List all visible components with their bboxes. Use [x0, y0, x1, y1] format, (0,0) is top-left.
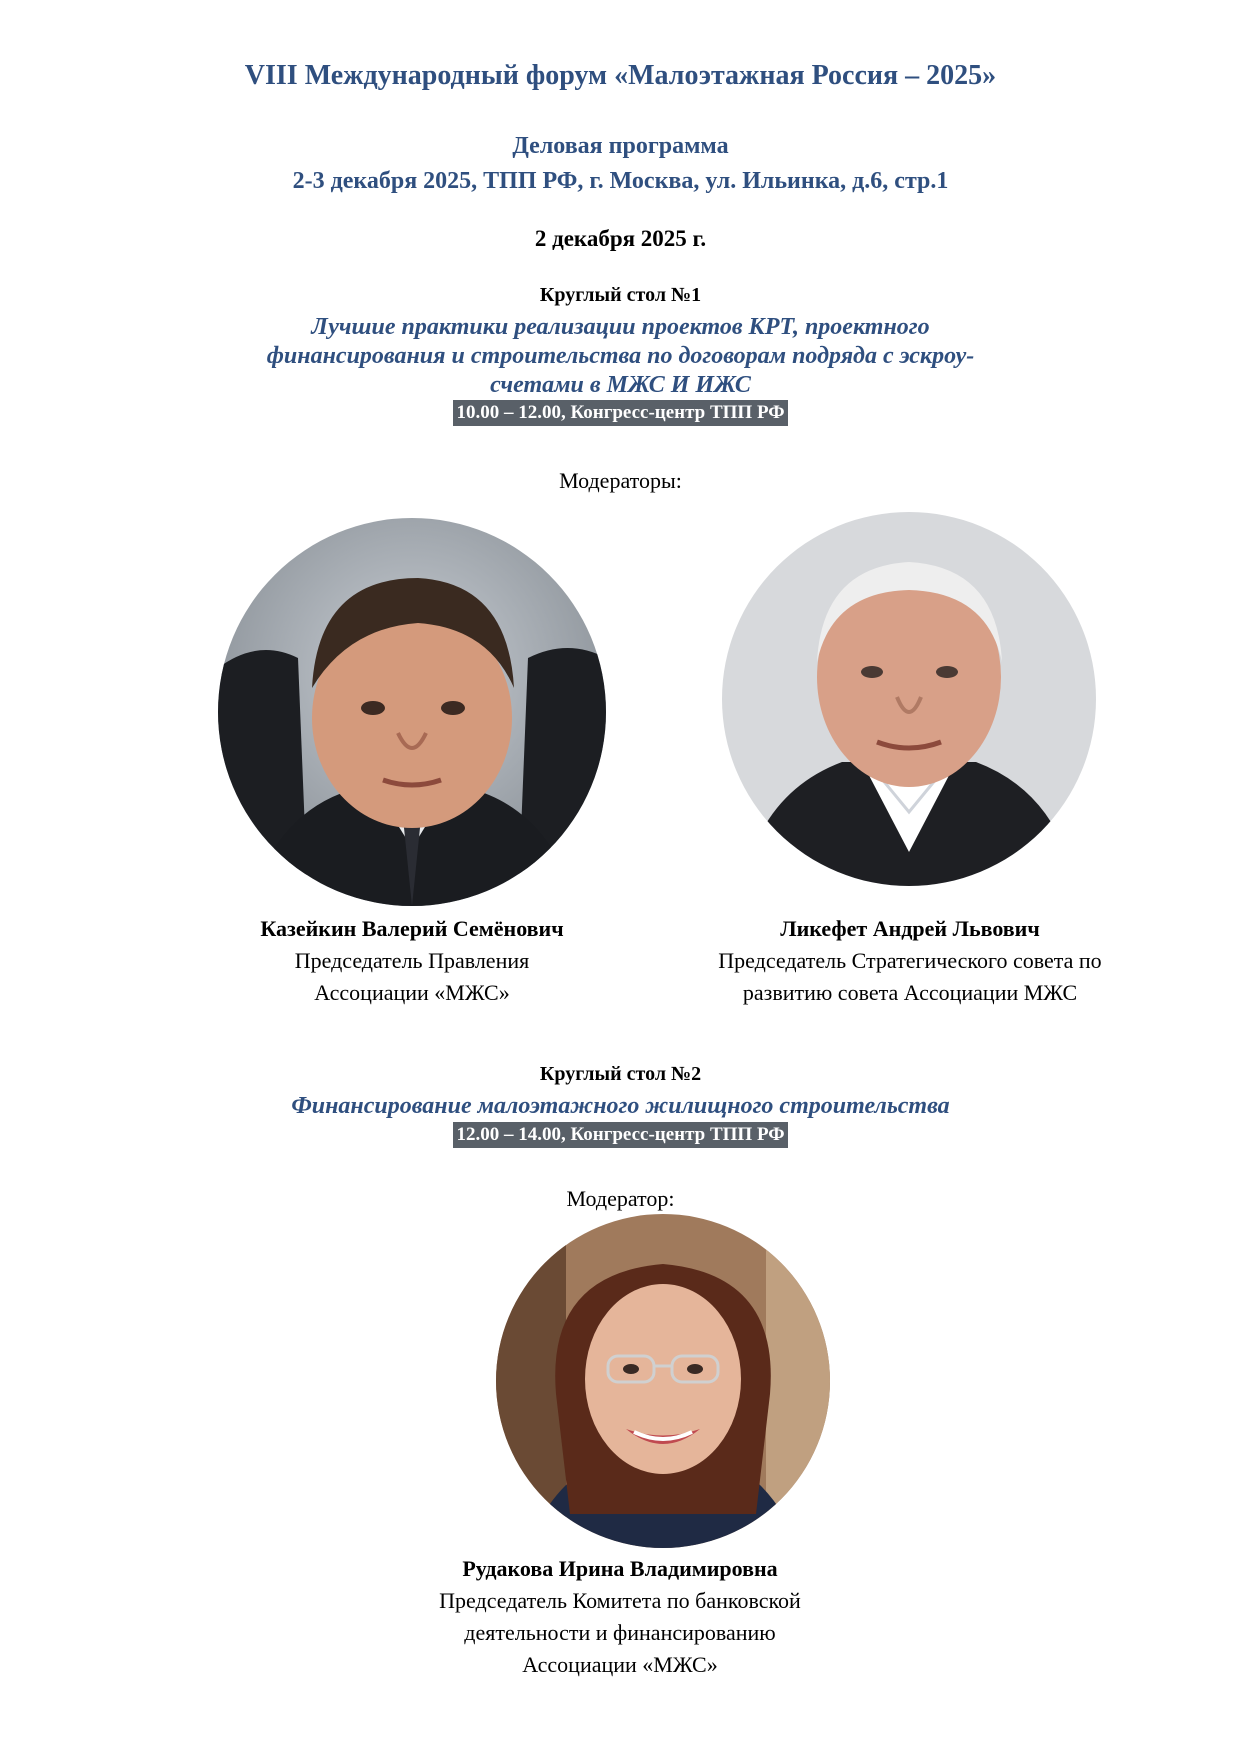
- dates-location: 2-3 декабря 2025, ТПП РФ, г. Москва, ул. Ильинка, д.6, стр.1: [292, 168, 949, 194]
- round-table-1-time-badge: 10.00 – 12.00, Конгресс-центр ТПП РФ: [453, 400, 787, 426]
- moderator-2-card: [655, 913, 1165, 1009]
- moderator-1-name: Казейкин Валерий Семёнович: [260, 916, 564, 941]
- round-table-2-title: Финансирование малоэтажного жилищного строительства: [291, 1093, 950, 1119]
- round-table-1-title-line-2: финансирования и строительства по договорам подряда с эскроу-: [266, 343, 975, 369]
- moderator-1-role-line-1: Председатель Правления: [294, 948, 530, 973]
- day-date: 2 декабря 2025 г.: [534, 226, 707, 251]
- moderator-1-portrait-icon: [218, 518, 606, 906]
- moderator-2-role-line-2: развитию совета Ассоциации МЖС: [742, 980, 1078, 1005]
- moderator-2-role-line-1: Председатель Стратегического совета по: [718, 948, 1102, 973]
- moderator-3-role-line-1: Председатель Комитета по банковской: [439, 1588, 801, 1613]
- round-table-1-label: Круглый стол №1: [539, 284, 702, 306]
- moderator-3-portrait-icon: [496, 1214, 830, 1548]
- moderator-2-photo: [722, 512, 1096, 886]
- forum-title: VIII Международный форум «Малоэтажная Россия – 2025»: [244, 60, 997, 91]
- moderator-3-name: Рудакова Ирина Владимировна: [462, 1556, 778, 1581]
- moderator-2-portrait-icon: [722, 512, 1096, 886]
- moderator-1-role-line-2: Ассоциации «МЖС»: [314, 980, 510, 1005]
- round-table-1-title-line-3: счетами в МЖС И ИЖС: [490, 372, 751, 398]
- round-table-2-label: Круглый стол №2: [539, 1063, 702, 1085]
- moderator-3-role-line-2: деятельности и финансированию: [464, 1620, 776, 1645]
- moderator-1-card: [212, 913, 612, 1009]
- moderator-label: Модератор:: [566, 1186, 675, 1211]
- round-table-2-time-row: [0, 1122, 1241, 1148]
- moderator-1-photo: [218, 518, 606, 906]
- moderator-3-photo: [496, 1214, 830, 1548]
- moderator-3-card: [370, 1553, 870, 1681]
- program-label: Деловая программа: [512, 133, 729, 159]
- moderators-label: Модераторы:: [559, 468, 682, 493]
- round-table-2-time-badge: 12.00 – 14.00, Конгресс-центр ТПП РФ: [453, 1122, 787, 1148]
- round-table-1-title-line-1: Лучшие практики реализации проектов КРТ, проектного: [311, 314, 930, 340]
- moderator-2-name: Ликефет Андрей Львович: [780, 916, 1040, 941]
- moderator-3-role-line-3: Ассоциации «МЖС»: [522, 1652, 718, 1677]
- round-table-1-time-row: [0, 400, 1241, 426]
